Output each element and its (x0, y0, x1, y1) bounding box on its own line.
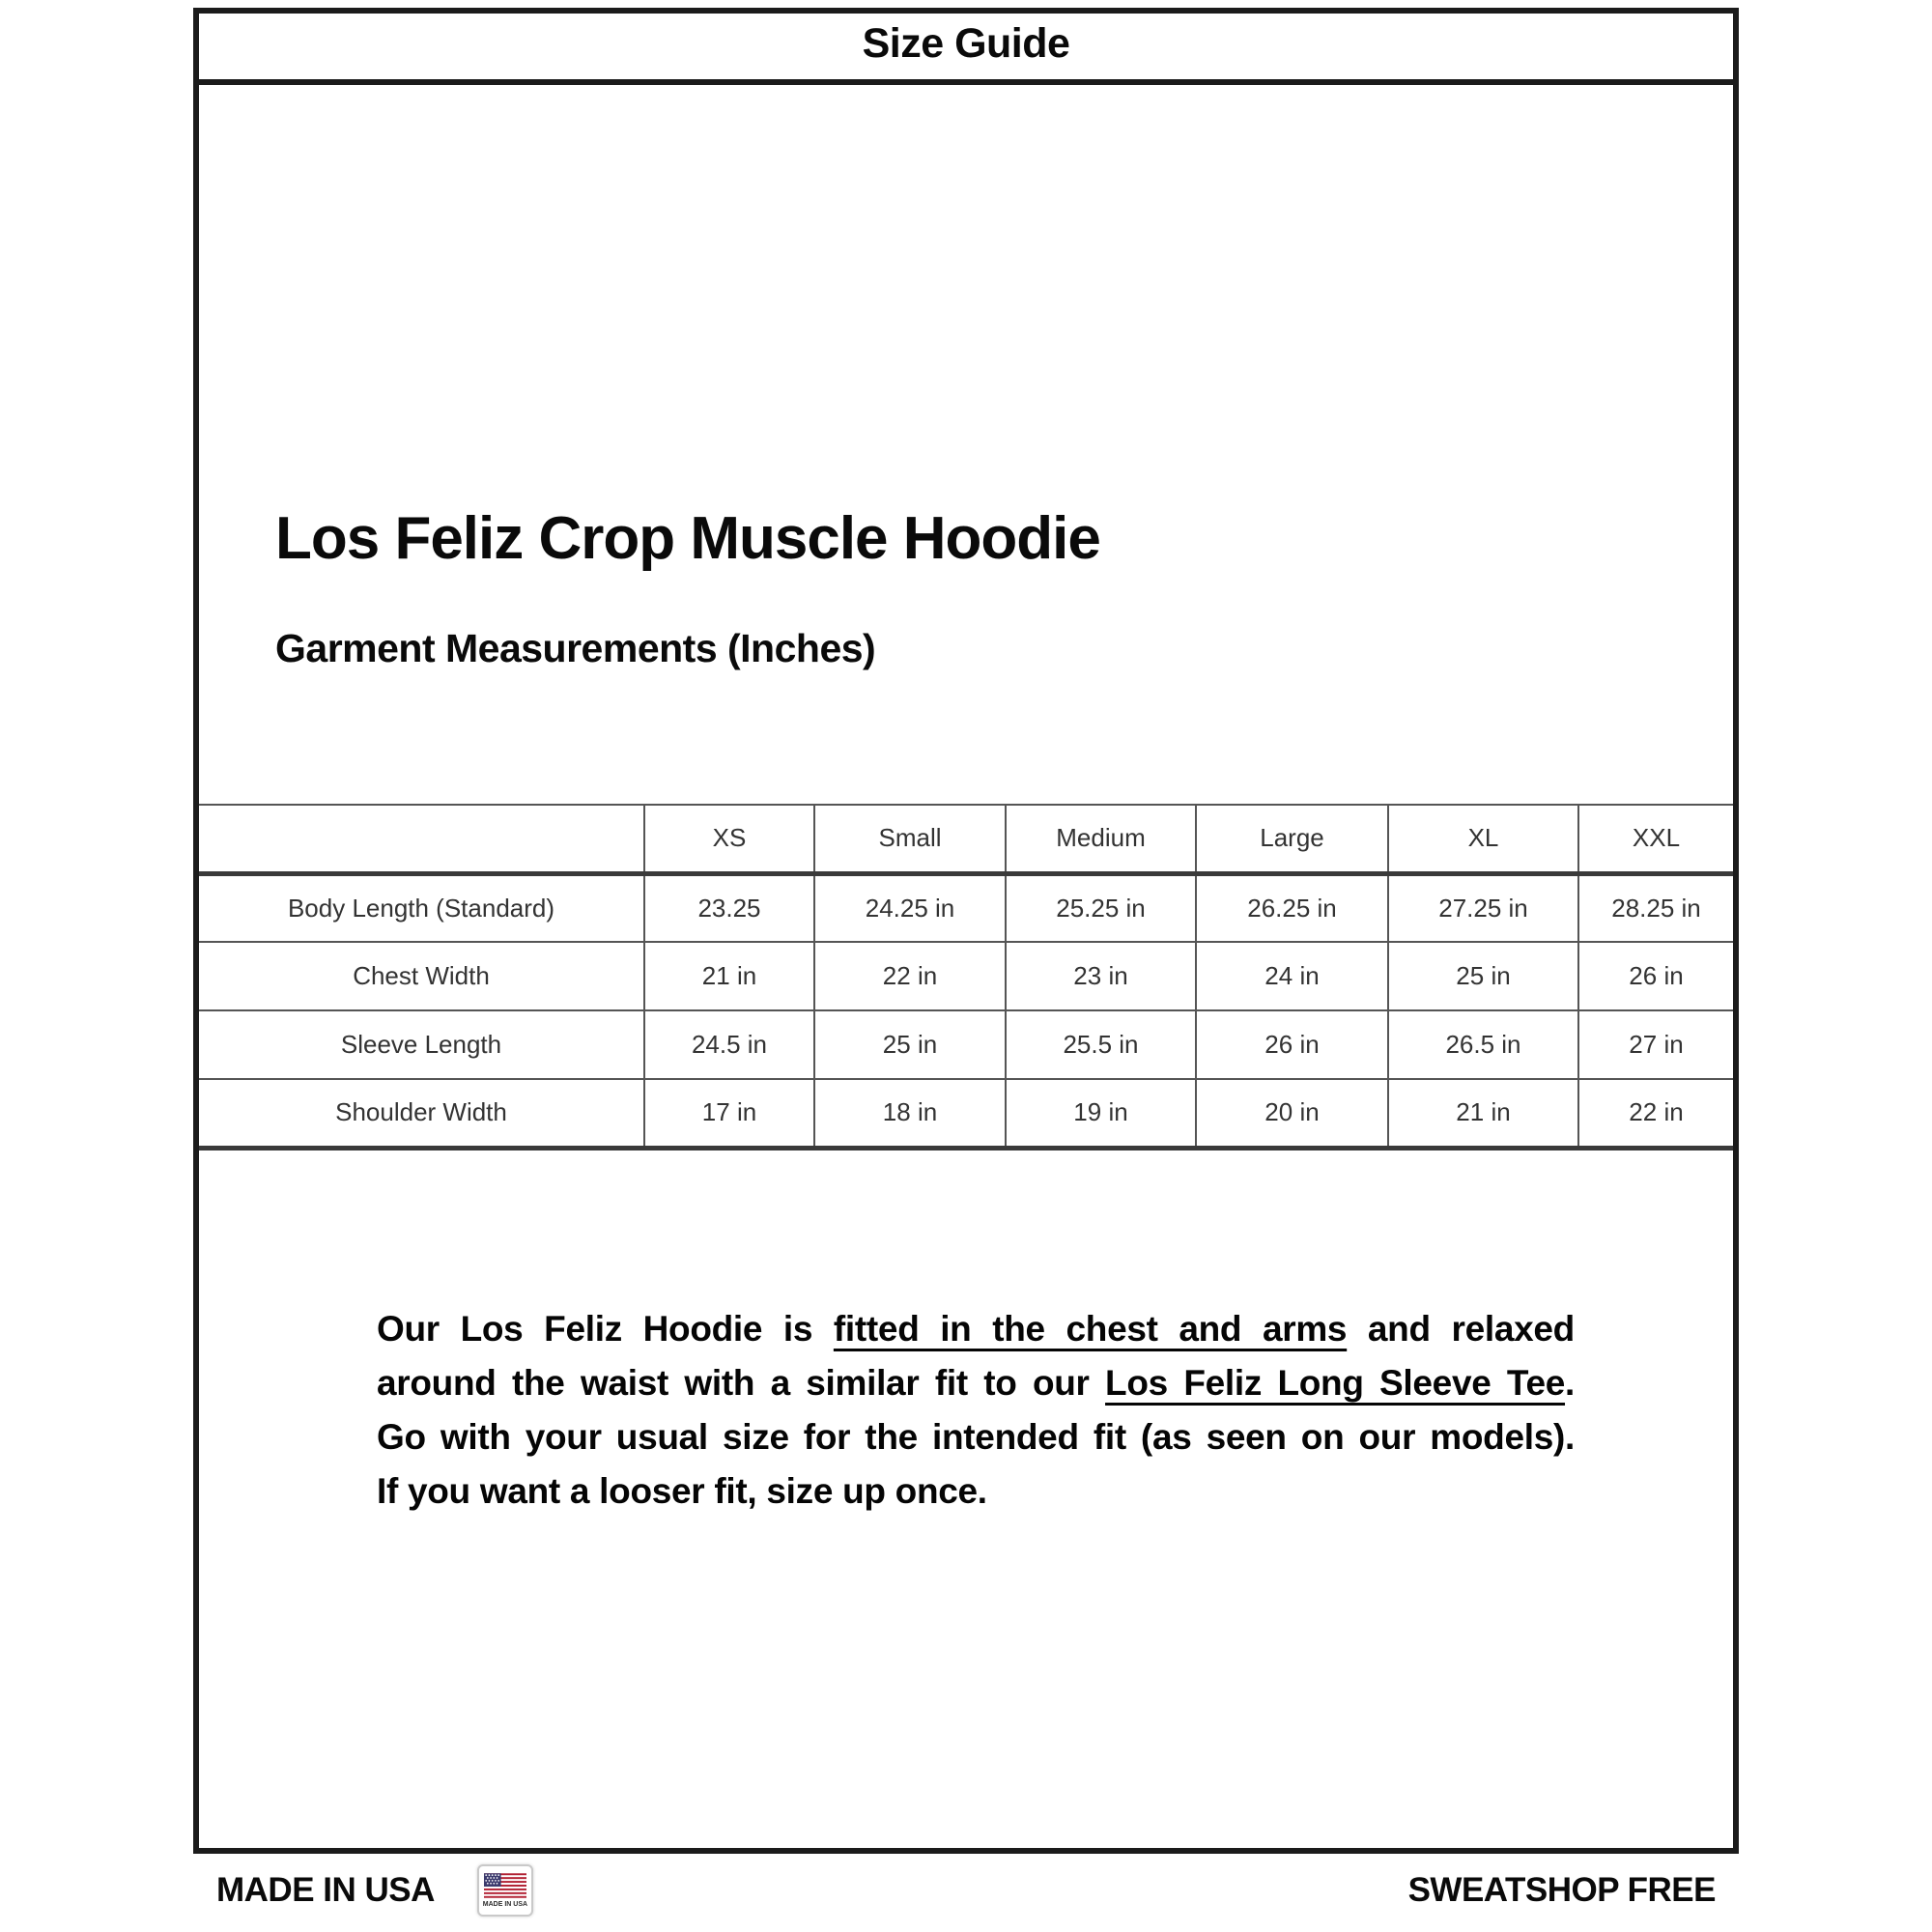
flag-badge-caption: MADE IN USA (482, 1901, 528, 1908)
size-cell: 22 in (1578, 1079, 1733, 1148)
fit-note-text: If you want a looser fit, size up once. (377, 1471, 987, 1511)
sweatshop-free-label: SWEATSHOP FREE (1407, 1871, 1716, 1909)
row-label: Chest Width (199, 942, 644, 1010)
made-in-usa-label: MADE IN USA (216, 1871, 435, 1909)
column-header-medium: Medium (1006, 805, 1196, 873)
row-label: Shoulder Width (199, 1079, 644, 1148)
fit-note-text: around the waist with a similar fit to our (377, 1363, 1106, 1403)
long-sleeve-tee-link[interactable]: Los Feliz Long Sleeve Tee (1105, 1363, 1566, 1403)
column-header-xxl: XXL (1578, 805, 1733, 873)
column-header-blank (199, 805, 644, 873)
product-subtitle: Garment Measurements (Inches) (275, 626, 876, 670)
fit-note-line (377, 1302, 1575, 1356)
size-guide-titlebar (193, 8, 1739, 85)
size-cell: 27.25 in (1388, 873, 1578, 942)
fit-note-text: . (1565, 1363, 1575, 1403)
fit-note-line (377, 1464, 1575, 1519)
column-header-xl: XL (1388, 805, 1578, 873)
size-cell: 24.5 in (644, 1010, 814, 1079)
size-cell: 19 in (1006, 1079, 1196, 1148)
size-cell: 24 in (1196, 942, 1388, 1010)
size-guide-title: Size Guide (862, 19, 1070, 67)
column-header-large: Large (1196, 805, 1388, 873)
footer-left-group (216, 1864, 533, 1917)
size-cell: 26 in (1196, 1010, 1388, 1079)
size-cell: 17 in (644, 1079, 814, 1148)
fit-note-line (377, 1356, 1575, 1410)
fitted-emphasis: fitted in the chest and arms (833, 1309, 1348, 1349)
fit-note-text: Go with your usual size for the intended fit (as seen on our models). (377, 1417, 1575, 1457)
size-cell: 21 in (644, 942, 814, 1010)
size-cell: 18 in (814, 1079, 1006, 1148)
size-cell: 21 in (1388, 1079, 1578, 1148)
size-cell: 23 in (1006, 942, 1196, 1010)
footer-bar (193, 1848, 1739, 1927)
size-cell: 20 in (1196, 1079, 1388, 1148)
size-chart-table (199, 804, 1733, 1151)
usa-flag-badge (477, 1864, 533, 1917)
size-cell: 24.25 in (814, 873, 1006, 942)
size-cell: 28.25 in (1578, 873, 1733, 942)
table-row-shoulder-width (199, 1079, 1733, 1148)
size-cell: 23.25 (644, 873, 814, 942)
table-row-sleeve-length (199, 1010, 1733, 1079)
row-label: Sleeve Length (199, 1010, 644, 1079)
usa-flag-icon (484, 1873, 526, 1898)
column-header-small: Small (814, 805, 1006, 873)
fit-note (377, 1302, 1575, 1519)
table-row-body-length (199, 873, 1733, 942)
size-cell: 26 in (1578, 942, 1733, 1010)
size-chart-header-row (199, 805, 1733, 873)
fit-note-line (377, 1410, 1575, 1464)
size-cell: 26.5 in (1388, 1010, 1578, 1079)
size-cell: 22 in (814, 942, 1006, 1010)
row-label: Body Length (Standard) (199, 873, 644, 942)
fit-note-text: Our Los Feliz Hoodie is (377, 1309, 834, 1349)
size-cell: 25 in (1388, 942, 1578, 1010)
column-header-xs: XS (644, 805, 814, 873)
size-cell: 25 in (814, 1010, 1006, 1079)
fit-note-text: and relaxed (1347, 1309, 1575, 1349)
product-title: Los Feliz Crop Muscle Hoodie (275, 505, 1100, 572)
size-cell: 27 in (1578, 1010, 1733, 1079)
table-row-chest-width (199, 942, 1733, 1010)
size-cell: 26.25 in (1196, 873, 1388, 942)
size-cell: 25.5 in (1006, 1010, 1196, 1079)
size-cell: 25.25 in (1006, 873, 1196, 942)
